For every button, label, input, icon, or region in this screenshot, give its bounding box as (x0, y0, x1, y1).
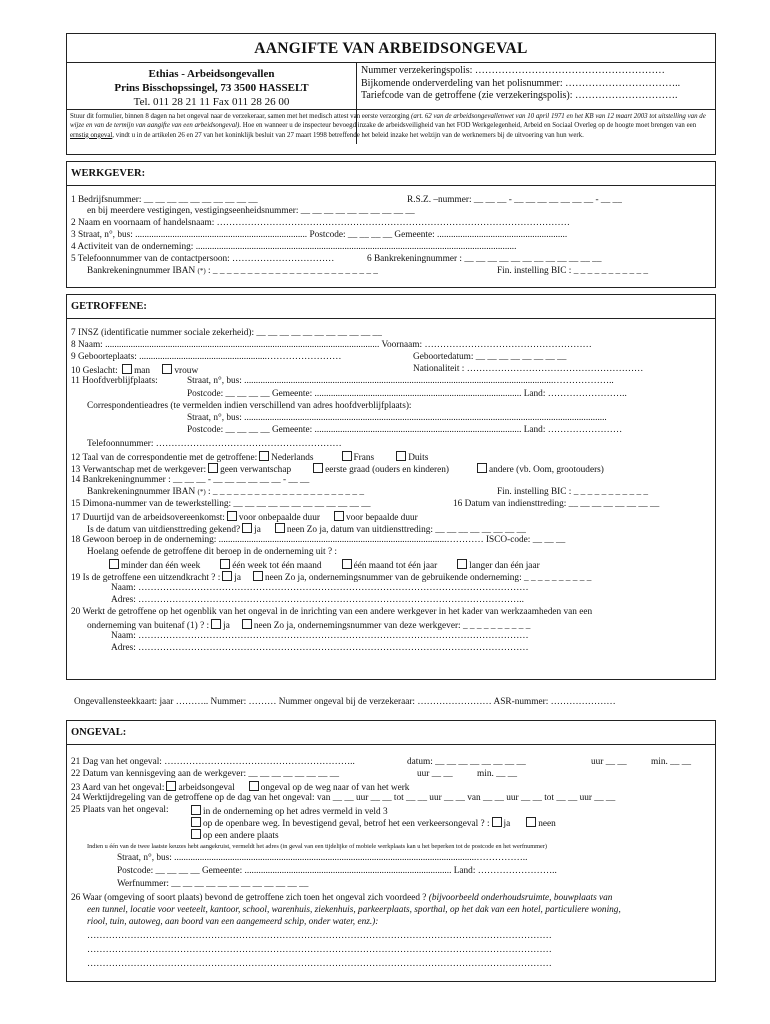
accident-minute[interactable]: min. __ __ (651, 757, 692, 767)
place-openbare-weg-row: op de openbare weg. In bevestigend geval, betrof het een verkeersongeval ? : ja neen (189, 817, 556, 830)
environment-answer-2[interactable]: …………………………………………………………………………………………………………………………………… (87, 945, 552, 955)
victim-bank-account[interactable]: 14 Bankrekeningnummer : __ __ __ - __ __ __ __ __ __ - __ __ (71, 475, 310, 485)
insz-number[interactable]: 7 INSZ (identificatie nummer sociale zekerheid): __ __ __ __ __ __ __ __ __ __ __ (71, 328, 382, 338)
contract-duration-row: 17 Duurtijd van de arbeidsovereenkomst: voor onbepaalde duur voor bepaalde duur (71, 513, 418, 523)
accident-type-row: 23 Aard van het ongeval: arbeidsongeval ongeval op de weg naar of van het werk (71, 783, 410, 793)
user-company-name[interactable]: Naam: ……………………………………………………………………………………………………………… (111, 583, 529, 593)
form-title: AANGIFTE VAN ARBEIDSONGEVAL (254, 40, 528, 57)
policy-subdivision[interactable]: Bijkomende onderverdeling van het polisnummer: …………………………….. (361, 77, 681, 89)
environment-examples-2: riool, tuin, autoweg, aan boord van een aangemeerd schip, onder water, enz.): (87, 917, 379, 927)
checkbox-minder-week[interactable] (109, 559, 119, 569)
checkbox-frans[interactable] (342, 451, 352, 461)
occupation[interactable]: 18 Gewoon beroep in de onderneming: ..................................................................................................………… ISCO-code: __ __ __ (71, 535, 566, 545)
place-street[interactable]: Straat, n°, bus: ..................................................................................................................................…………….. (117, 853, 528, 863)
occupation-duration-row: minder dan één week één week tot één maand één maand tot één jaar langer dan één jaar (107, 559, 540, 572)
checkbox-week-maand[interactable] (220, 559, 230, 569)
birth-place[interactable]: 9 Geboorteplaats: .......................................................…………………… (71, 352, 342, 362)
notification-hour[interactable]: uur __ __ (417, 769, 453, 779)
checkbox-extern-neen[interactable] (242, 619, 252, 629)
work-schedule[interactable]: 24 Werktijdregeling van de getroffene op de dag van het ongeval: van __ __ uur __ __ tot __ __ uur __ __ van __ __ uur __ __ tot __ __ uur __ __ (71, 793, 616, 803)
checkbox-nederlands[interactable] (259, 451, 269, 461)
environment-answer-1[interactable]: …………………………………………………………………………………………………………………………………… (87, 931, 552, 941)
employer-activity[interactable]: 4 Activiteit van de onderneming: .......................................................................................................................................... (71, 242, 517, 252)
notice-text: Stuur dit formulier, binnen 8 dagen na het ongeval naar de verzekeraar, samen met het medisch attest van eerste verzorging (art. 62 van de arbeidsongevallenwet van 10 april 1971 en het KB van 12 maart 2003 tot uitstelling van de wijze en van de termijn van aangifte van een arbeidsongeval). Hoe en wanneer u de inspecteur bevoegd inzake de arbeidsveiligheid van het FOD Werkgelegenheid, Arbeid en Sociaal Overleg op de hoogte moet brengen van een ernstig ongeval, vindt u in de artikelen 26 en 27 van het koninklijk besluit van 27 maart 1998 betreffende het beleid inzake het welzijn van de werknemers bij de uitvoering van hun werk. (67, 109, 715, 142)
checkbox-andere[interactable] (477, 463, 487, 473)
insurer-address: Prins Bisschopssingel, 73 3500 HASSELT (114, 82, 309, 94)
checkbox-verkeer-neen[interactable] (526, 817, 536, 827)
ongeval-section (66, 720, 716, 982)
insurer-name: Ethias - Arbeidsongevallen (148, 68, 275, 80)
environment-question: 26 Waar (omgeving of soort plaats) bevond de getroffene zich toen het ongeval zich voordeed ? (bijvoorbeeld onderhoudsruimte, bouwplaats van (71, 893, 613, 903)
victim-iban[interactable]: Bankrekeningnummer IBAN (*) : _ _ _ _ _ _ _ _ _ _ _ _ _ _ _ _ _ _ _ _ _ _ (87, 487, 364, 497)
residence-street[interactable]: Straat, n°, bus: .....................................................................................................................................……………….. (187, 376, 614, 386)
victim-phone[interactable]: Telefoonnummer: …………………………………………………… (87, 439, 342, 449)
werkgever-section (66, 161, 716, 288)
checkbox-eerste-graad[interactable] (313, 463, 323, 473)
ongeval-heading: ONGEVAL: (67, 721, 715, 745)
victim-bic[interactable]: Fin. instelling BIC : _ _ _ _ _ _ _ _ _ _ _ (497, 487, 649, 497)
environment-answer-3[interactable]: …………………………………………………………………………………………………………………………………… (87, 959, 552, 969)
environment-examples: een tunnel, locatie voor veeteelt, kantoor, school, warenhuis, ziekenhuis, parkeerplaats, sporthal, op het dak van een hotel, particuliere woning, (87, 905, 621, 915)
nationality[interactable]: Nationaliteit : ………………………………………………… (413, 364, 644, 374)
checkbox-uitzend-ja[interactable] (222, 571, 232, 581)
checkbox-end-ja[interactable] (242, 523, 252, 533)
relationship-row: 13 Verwantschap met de werkgever: geen verwantschap eerste graad (ouders en kinderen) andere (vb. Oom, grootouders) (71, 465, 604, 475)
place-onderneming-row: in de onderneming op het adres vermeld in veld 3 (189, 805, 388, 818)
start-date[interactable]: 16 Datum van indiensttreding: __ __ __ __ __ __ __ __ (453, 499, 660, 509)
checkbox-verkeer-ja[interactable] (492, 817, 502, 827)
checkbox-openbare-weg[interactable] (191, 817, 201, 827)
occupation-duration-label: Hoelang oefende de getroffene dit beroep in de onderneming uit ? : (87, 547, 337, 557)
end-date-row: Is de datum van uitdiensttreding gekend? ja neen Zo ja, datum van uitdiensttreding: __ __ __ __ __ __ __ __ (87, 525, 526, 535)
correspondence-label: Correspondentieadres (te vermelden indien verschillend van adres hoofdverblijfplaats): (87, 401, 412, 411)
checkbox-langer-jaar[interactable] (457, 559, 467, 569)
temp-worker-row: 19 Is de getroffene een uitzendkracht ? : ja neen Zo ja, ondernemingsnummer van de gebruikende onderneming: _ _ _ _ _ _ _ _ _ _ (71, 573, 592, 583)
place-andere-row: op een andere plaats (189, 829, 279, 842)
insurer-phone: Tel. 011 28 21 11 Fax 011 28 26 00 (133, 96, 290, 108)
gender-row: 10 Geslacht: man vrouw (71, 366, 199, 376)
checkbox-weg-werk[interactable] (249, 781, 259, 791)
accident-date[interactable]: datum: __ __ __ __ __ __ __ __ (407, 757, 526, 767)
checkbox-geen-verwantschap[interactable] (208, 463, 218, 473)
employer-address[interactable]: 3 Straat, n°, bus: .......................................................................... Postcode: __ __ __ __ Gemeente: ........................................................ (71, 230, 568, 240)
correspondence-street[interactable]: Straat, n°, bus: ............................................................................................................................................................ (187, 413, 607, 423)
employer-bic[interactable]: Fin. instelling BIC : _ _ _ _ _ _ _ _ _ _ _ (497, 266, 649, 276)
residence-label: 11 Hoofdverblijfplaats: (71, 376, 158, 386)
checkbox-in-onderneming[interactable] (191, 805, 201, 815)
checkbox-arbeidsongeval[interactable] (166, 781, 176, 791)
language-row: 12 Taal van de correspondentie met de getroffene: Nederlands Frans Duits (71, 453, 429, 463)
place-postcode[interactable]: Postcode: __ __ __ __ Gemeente: ......................................................................................... Land: …………………….. (117, 866, 557, 876)
checkbox-onbepaalde-duur[interactable] (227, 511, 237, 521)
tariff-code[interactable]: Tariefcode van de getroffene (zie verzekeringspolis): …………………………. (361, 90, 678, 101)
dimona-number[interactable]: 15 Dimona-nummer van de tewerkstelling: __ __ __ __ __ __ __ __ __ __ __ __ (71, 499, 371, 509)
checkbox-end-neen[interactable] (275, 523, 285, 533)
rsz-number[interactable]: R.S.Z. –nummer: __ __ __ - __ __ __ __ __ __ __ - __ __ (407, 195, 622, 205)
checkbox-andere-plaats[interactable] (191, 829, 201, 839)
notice-box (66, 109, 716, 155)
user-company-address[interactable]: Adres: …………………………………………………………………………………………………………….. (111, 595, 524, 605)
correspondence-postcode[interactable]: Postcode: __ __ __ __ Gemeente: ......................................................................................... Land: …………………… (187, 425, 623, 435)
accident-card-line[interactable]: Ongevallensteekkaart: jaar ……….. Nummer: ……… Nummer ongeval bij de verzekeraar: …………………… ASR-nummer: ………………… (74, 697, 616, 707)
checkbox-uitzend-neen[interactable] (253, 571, 263, 581)
getroffene-heading: GETROFFENE: (67, 295, 715, 319)
external-employer-address[interactable]: Adres: ……………………………………………………………………………………………………………… (111, 643, 529, 653)
employer-name[interactable]: 2 Naam en voornaam of handelsnaam: …………………………………………………………………………………………………… (71, 218, 570, 228)
victim-name[interactable]: 8 Naam: ...................................................................................................................... Voornaam: ……………………………………………… (71, 340, 592, 350)
contact-phone[interactable]: 5 Telefoonnummer van de contactpersoon: …………………………… (71, 254, 335, 264)
policy-number[interactable]: Nummer verzekeringspolis: ………………………………………………… (361, 65, 665, 76)
accident-hour[interactable]: uur __ __ (591, 757, 627, 767)
place-label: 25 Plaats van het ongeval: (71, 805, 169, 815)
establishment-number[interactable]: en bij meerdere vestigingen, vestigingseenheidsnummer: __ __ __ __ __ __ __ __ __ __ (87, 206, 415, 216)
external-work-row: onderneming van buitenaf (1) ? : ja neen Zo ja, ondernemingsnummer van deze werkgever: _ _ _ _ _ _ _ _ _ _ (87, 621, 531, 631)
checkbox-extern-ja[interactable] (211, 619, 221, 629)
site-number[interactable]: Werfnummer: __ __ __ __ __ __ __ __ __ __ __ __ (117, 879, 309, 889)
checkbox-vrouw[interactable] (162, 364, 172, 374)
notification-date[interactable]: 22 Datum van kennisgeving aan de werkgever: __ __ __ __ __ __ __ __ (71, 769, 340, 779)
employer-bank-account[interactable]: 6 Bankrekeningnummer : __ __ __ __ __ __ __ __ __ __ __ __ (367, 254, 602, 264)
company-number[interactable]: 1 Bedrijfsnummer: __ __ __ __ __ __ __ __ __ __ (71, 195, 258, 205)
checkbox-duits[interactable] (396, 451, 406, 461)
checkbox-maand-jaar[interactable] (342, 559, 352, 569)
getroffene-section (66, 294, 716, 680)
external-work-question: 20 Werkt de getroffene op het ogenblik van het ongeval in de inrichting van een andere werkgever in het kader van werkzaamheden van een (71, 607, 593, 617)
birth-date[interactable]: Geboortedatum: __ __ __ __ __ __ __ __ (413, 352, 567, 362)
employer-iban[interactable]: Bankrekeningnummer IBAN (*) : _ _ _ _ _ _ _ _ _ _ _ _ _ _ _ _ _ _ _ _ _ _ _ _ (87, 266, 378, 276)
place-address-note: Indien u één van de twee laatste keuzes hebt aangekruist, vermeldt het adres (in geval van een tijdelijke of mobiele werkplaats kan u het beperken tot de postcode en het werfnummer) (87, 843, 548, 850)
external-employer-name[interactable]: Naam: ……………………………………………………………………………………………………………… (111, 631, 529, 641)
werkgever-heading: WERKGEVER: (67, 162, 715, 186)
checkbox-man[interactable] (122, 364, 132, 374)
checkbox-bepaalde-duur[interactable] (334, 511, 344, 521)
accident-day[interactable]: 21 Dag van het ongeval: …………………………………………………….. (71, 757, 355, 767)
notification-minute[interactable]: min. __ __ (477, 769, 518, 779)
residence-postcode[interactable]: Postcode: __ __ __ __ Gemeente: ......................................................................................... Land: …………………….. (187, 389, 627, 399)
